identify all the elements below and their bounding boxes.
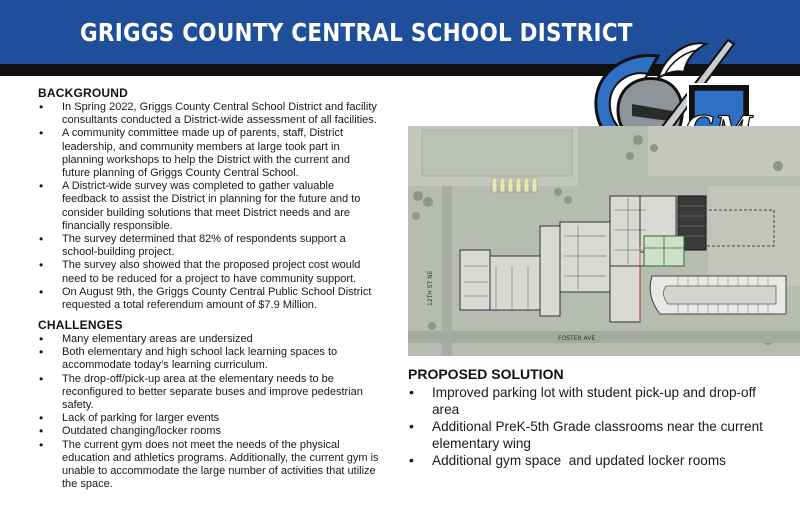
street-label-foster: FOSTER AVE <box>558 335 596 342</box>
list-item: • The drop-off/pick-up area at the elementary needs to be reconfigured to better separate buses and improve pedestrian safety. <box>38 373 383 413</box>
list-item: • Lack of parking for larger events <box>38 412 383 425</box>
list-item: • Outdated changing/locker rooms <box>38 425 383 438</box>
proposed-solution-heading: PROPOSED SOLUTION <box>408 366 564 382</box>
list-item: • Improved parking lot with student pick-up and drop-off area <box>408 384 768 418</box>
list-item: • The survey also showed that the proposed project cost would need to be reduced for a project to have community support. <box>38 259 378 285</box>
list-item: • Additional PreK-5th Grade classrooms near the current elementary wing <box>408 418 768 452</box>
list-item: • A District-wide survey was completed to gather valuable feedback to assist the District in planning for the future and to consider building solutions that meet District needs and are financially responsible. <box>38 180 378 233</box>
street-label-12th: 12TH ST NE <box>427 270 434 306</box>
list-item: • The current gym does not meet the needs of the physical education and athletics programs. Additionally, the current gym is unable to accommodate the large number of activities that utilize the space. <box>38 439 383 492</box>
list-item: • Additional gym space and updated locker rooms <box>408 452 768 469</box>
list-item: • Many elementary areas are undersized <box>38 333 383 346</box>
background-list <box>38 101 378 312</box>
background-heading: BACKGROUND <box>38 86 128 100</box>
challenges-heading: CHALLENGES <box>38 318 123 332</box>
list-item: • On August 9th, the Griggs County Central Public School District requested a total referendum amount of $7.9 Million. <box>38 286 378 312</box>
list-item: • Both elementary and high school lack learning spaces to accommodate today’s learning curriculum. <box>38 346 383 372</box>
list-item: • In Spring 2022, Griggs County Central School District and facility consultants conducted a District-wide assessment of all facilities. <box>38 101 378 127</box>
site-plan-image <box>408 126 800 356</box>
page-title: GRIGGS COUNTY CENTRAL SCHOOL DISTRICT <box>80 18 633 47</box>
proposed-solution-list <box>408 384 768 469</box>
list-item: • The survey determined that 82% of respondents support a school-building project. <box>38 233 378 259</box>
list-item: • A community committee made up of parents, staff, District leadership, and community members at large took part in planning workshops to help the District with the current and future planning of Griggs County Central School. <box>38 127 378 180</box>
challenges-list <box>38 333 383 491</box>
